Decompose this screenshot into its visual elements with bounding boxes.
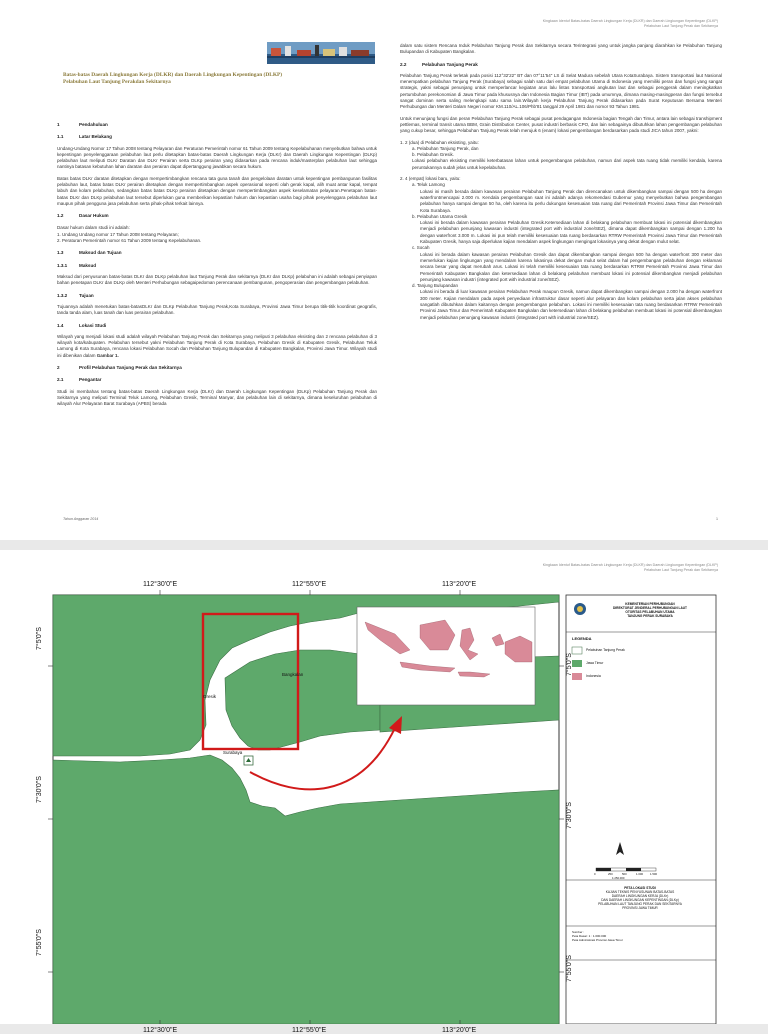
paragraph: Undang-Undang Nomor 17 Tahun 2008 tentang Pelayaran dan Peraturan Pemerintah nomor 61 Tahun 2009 tentang Kepelabuhanan menyebutkan bahwa untuk kepentingan penyelenggaraan pelabuhan laut perlu ditetapkan batas-batas Daerah Lingkungan Kerja (DLKr) dan Daerah Lingkungan Kepentingan (DLKp) pelabuhan laut meliputi DLKr Daratan dan DLKr Perairan serta DLKp perairan yang didasarkan pada rencana induk/masterplan pelabuhan laut sehingga nantinya batasan kebutuhan lahan daratan dan perairan dapat dipertanggung jawabkan secara hukum. [57,145,377,170]
scale-label: 500 [622,872,627,876]
paragraph: Tujuannya adalah menetukan batas-batasDLKr dan DLKp Pelabuhan Tanjung Perak,Kota Surabaya, Provinsi Jawa Timur berupa titik-titik koordinat geografis, tanda tanda alam, luas tanah dan luas perairan pelabuhan. [57,303,377,316]
scale-unit: 1:250.000 [612,876,625,880]
paragraph: Studi ini membahas tentang batas-batas Daerah Lingkungan Kerja (DLKr) dan Daerah Lingkungan Kepentingan (DLKp) Pelabuhan Tanjung Perak dan Sekitarnya yang meliputi Terminal Teluk Lamong, Pelabuhan Gresik, Terminal Manyar, dan pelabuhan lain di sekitarnya, dimana keseluruhan pelabuhan di wilayah Alur Pelayaran Barat Surabaya (APBS) berada [57,388,377,407]
paragraph: Batas batas DLKr daratan ditetapkan dengan mempertimbangkan rencana tata guna tanah dan pengelolaan daratan untuk kepentingan pembangunan fasilitas pelabuhan laut, batas batas DLKr perairan ditetapkan dengan mempertimbangkan aspek operasional seperti olah gerak kapal, alih muat antar kapal, tempat labuh dan kolam pelabuhan, sedangkan batas batas DLKp perairan ditetapkan dengan mempertimbangkan aspek keselamatan pelayaran.Penetapan batas-batas DLKr dan DLKp pelabuhan laut tersebut diperlukan guna memberikan kepastian hukum dan kepastian usaha bagi pihak penyelenggara pelabuhan laut maupun pihak pengguna jasa pelabuhan serta pihak-pihak terkait lainnya. [57,175,377,206]
lat-label-right: 7°5'0"S [566,653,573,676]
list-item: 1. 2 (dua) di Pelabuhan eksisting, yaitu: [400,139,479,145]
legend-organization: KEMENTERIAN PERHUBUNGAN DIREKTORAT JENDERAL PERHUBUNGAN LAUT OTORITAS PELABUHAN UTAMA TANJUNG PERAK SURABAYA [612,602,688,618]
lon-label-bottom: 113°20'0"E [442,1027,477,1034]
paragraph: Lokasi ini berada di luar kawasan perairan Pelabuhan Perak maupun Gresik, namun dapat dikembangkan sampai dengan 2.000 ha dengan waterfront 300 meter. Kajian mendalam pada aspek penyediaan infrastruktur dasar seperti alur pelayaran dan kolam pelabuhan serta jalan akses pelabuhan sangatlah dibutuhkan dalam kaitannya dengan pengembangan pelabuhan. Lokasi ini memiliki kesesuaian tata ruang berdasarkan RTRW Pemerintah Provinsi Jawa Timur dan Pemerintah Kabupaten Bangkalan dan ketersediaan lahan di belakang pelabuhan membuat lokasi ini potensial dikembangkan menjadi pelabuhan penunjang kawasan industri (integrated port with industrial zone/SEZ). [420,289,722,320]
paragraph: Lokasi pelabuhan eksisting memiliki keterbatasan lahan untuk pengembangan pelabuhan, namun dari aspek tata ruang tidak memiliki kendala, karena peruntukannya sudah jelas untuk kepelabuhan. [412,158,722,170]
legend-item: Jawa Timur [586,661,604,665]
list-item: 1. Undang Undang nomor 17 Tahun 2008 tentang Pelayaran; [57,231,179,237]
place-label-surabaya: Surabaya [223,750,243,755]
scale-label: 1.000 [636,872,643,876]
lat-label-right: 7°30'0"S [566,802,573,829]
scale-label: 1.500 [650,872,657,876]
lon-label-bottom: 112°55'0"E [292,1027,327,1034]
subsection-heading: 1.1 Latar Belakang [57,134,112,140]
list-item: c. Socah [412,245,430,251]
subsection-heading: 1.3 Maksud dan Tujuan [57,250,122,256]
list-item: d. Tanjung Bulupandan [412,283,458,289]
lat-label-left: 7°55'0"S [36,929,43,956]
paragraph: Lokasi ini berada dalam kawasan perairan Pelabuhan Gresik dan dapat dikembangkan sampai dengan 500 ha dengan waterfront 300 meter dan memerlukan kajian lingkungan yang mendalam karena lokasinya dekat dengan mulut selat dalam hal pengembangan pelabuhan dengan reklamasi secara besar yang dapat merubah arus. Lokasi ini telah memiliki kesesuaian tata ruang berdasarkan RTRW Pemerintah Provinsi Jawa Timur dan Pemerintah Kabupaten Bangkalan dan ketersediaan lahan di belakang pelabuhan membuat lokasi ini potensial dikembangkan menjadi pelabuhan penunjang kawasan industri (integrated port with industrial zone/SEZ). [420,251,722,282]
subsection-heading: 1.3.1 Maksud [57,262,97,268]
running-header: Kingkaan Identuf Batas-batas Daerah Lingkungan Kerja (DLKR) dan Daerah Lingkungan Kepentingan (DLKP) Pelabuhan Laut Tanjung Perak dan Sekitarnya [542,563,718,572]
running-header: Kingkaan Identuf Batas-batas Daerah Lingkungan Kerja (DLKR) dan Daerah Lingkungan Kepentingan (DLKP) Pelabuhan Laut Tanjung Perak dan Sekitarnya [542,19,718,28]
lat-label-left: 7°30'0"S [36,776,43,803]
list-item: a. Pelabuhan Tanjung Perak, dan [412,145,479,151]
document-title: Batas-batas Daerah Lingkungan Kerja (DLKR) dan Daerah Lingkungan Kepentingan (DLKP) Pelabuhan Laut Tanjung Perakdan Sekitarnya [63,72,283,85]
subsection-heading: 1.3.2 Tujuan [57,292,94,298]
footer-year: Tahun Anggaran 2014 [63,517,99,521]
right-column [400,43,722,326]
map-source-block: Sumber : Peta Dasar: 1 : 1.000.000 Peta Administrasi Provinsi Jawa Timur [572,930,623,942]
header-banner-image [267,42,375,64]
legend-item: Indonesia [586,674,601,678]
legal-basis-list [57,232,377,245]
lat-label-left: 7°5'0"S [36,627,43,650]
lat-label-right: 7°55'0"S [566,955,573,982]
left-column [57,116,377,413]
paragraph: Pelabuhan Tanjung Perak terletak pada posisi 112°32'22" BT dan 07°11'54" LS di Selat Madura sebelah Utara KotaSurabaya. Sistem transportasi laut Nasional menempatkan pelabuhan Tanjung Perak (Surabaya) sebagai salah satu dari empat pelabuhan Utama di Indonesia yang memiliki peran dan fungsi yang sangat strategis, yakni sebagai penunjang untuk memperlancar kegiatan arus lalu lintas transportasi angkutan laut dan sebagai penggerak dalam meningkatkan pertumbuhan perekonomian di Jawa Timur pada khususnya dan Indonesia Bagian Timur (IBT) pada umumnya, dimana masing-masingperan dan fungsi tersebut sangat dominan serta saling melengkapi satu sama lain.Wilayah kerja Pelabuhan Tanjung Perak didasarkan pada Surat Keputusan Bersama Menteri Perhubungan dan Menteri Dalam Negeri nomor KM.110/AL.106/Phb'81 tanggal 29 April 1981 dan nomor 93 Tahun 1981. [400,72,722,110]
paragraph: dalam satu sistem Rencana Induk Pelabuhan Tanjung Perak dan Sekitarnya secara Terintegrasi yang untuk jangka panjang diarahkan ke Pelabuhan Tanjung Bulupandan di Kabupaten Bangkalan. [400,43,722,55]
legend-item: Pelabuhan Tanjung Perak [586,648,625,652]
lon-label-bottom: 112°30'0"E [143,1027,178,1034]
section-heading: 2 Profil Pelabuhan Tanjung Perak dan Sekitarnya [57,365,182,371]
paragraph: Untuk menunjang fungsi dan peran Pelabuhan Tanjung Perak sebagai pusat pendagangan Indonesia bagian Tengah dan Timur, antara lain sebagai transhipment pettlemas, terminal transit utama BBM, Grain Distribution Center, pusat industri berbasis CPO, dan lain sebagainya dibutuhkan lahan pengembangan pelabuhan yang cukup besar, sehingga Pelabuhan Tanjung Perak telah merujuk 6 (enam) lokasi pengembangan berdasarkan pada studi JICA tahun 2007, yakni: [400,115,722,134]
paragraph: Lokasi ini masih berada dalam kawasan perairan Pelabuhan Tanjung Perak dan direncanakan untuk dikembangkan sampai dengan 500 ha dengan waterfrontmencapai 2.000 m. Kendala pengembangan saat ini adalah adanya rekomendasi Gubernur yang menyebutkan bahwa pengembangan pelabuhan hanya sampai dengan 50 ha, oleh karena itu perlu dukungan kesesuaian tata ruang dari Pemerintah Provinsi Jawa Timur dan Pemerintah Kota Surabaya. [420,188,722,213]
paragraph: Wilayah yang menjadi lokasi studi adalah wilayah Pelabuhan Tanjung Perak dan Sekitarnya yang meliputi 3 pelabuhan eksisting dan 2 rencana pelabuhan di 3 wilayah kota/kabupaten. Pelabuhan tersebut yakni Pelabuhan Tanjung Perak di Kota Surabaya, Pelabuhan Gresik di Kabupaten Gresik, Pelabuhan Teluk Lamong di Kota Surabaya, rencana lokasi Pelabuhan Socah dan Pelabuhan Tanjung Bulupandan di Kabupaten Bangkalan, Provinsi Jawa Timur. Wilayah studi ini dibenikan dalam Gambar 1. [57,333,377,358]
section-heading: 1 Pendahuluan [57,122,108,127]
paragraph: Dasar hukum dalam studi ini adalah: [57,224,130,230]
legend-title: LEGENDA [572,636,592,641]
figure-reference[interactable]: Gambar 1. [96,352,119,358]
subsection-heading: 1.2 Dasar Hukum [57,213,109,219]
list-item: a. Teluk Lamong [412,182,445,188]
paragraph: Maksud dari penyusunan batas-batas DLKr dan DLKp pelabuhan laut Tanjung Perak dan sekitarnya (DLKr dan DLKp) pelabuhan ini adalah sebagai penyiapan bahan penetapan DLKr dan DLKp oleh Menteri Perhubungan sebagaipedoman perencanaan pembangunan, pengoperasian dan pengembangan pelabuhan. [57,274,377,286]
list-item: 2. Peraturan Pemerintah nomor 61 Tahun 2009 tentang Kepelabuhanan. [57,238,202,244]
lon-label-top: 112°30'0"E [143,581,178,588]
place-label-bangkalan: Bangkalan [282,672,304,677]
scale-label: 250 [608,872,613,876]
scale-label: 0 [594,872,596,876]
document-page-2 [0,550,768,1034]
subsection-heading: 2.2 Pelabuhan Tanjung Perak [400,61,478,67]
list-item: b. Pelabuhan Utama Gresik [412,213,468,219]
map-info-block: PETA LOKASI STUDI KAJIAN TEKNIS PENYUSUNAN BATAS-BATAS DAERAH LINGKUNGAN KERJA (DLKr) DAN DAERAH LINGKUNGAN KEPENTINGAN (DLKp) PELABUHAN LAUT TANJUNG PERAK DAN SEKITARNYA PROVINSI JAWA TIMUR [598,886,682,910]
lon-label-top: 113°20'0"E [442,581,477,588]
list-item: b. Pelabuhan Gresik. [412,152,455,158]
place-label-gresik: Gresik [203,694,217,699]
subsection-heading: 2.1 Pengantar [57,377,102,383]
lon-label-top: 112°55'0"E [292,581,327,588]
list-item: 2. 4 (empat) lokasi baru, yaitu: [400,176,461,182]
page-number: 1 [716,517,718,521]
paragraph: Lokasi ini berada dalam kawasan perairan Pelabuhan Gresik.Ketersediaan lahan di belakang pelabuhan membuat lokasi ini potensial dikembangkan menjadi pelabuhan penunjang kawasan industri (integrated port with industrial zone/SEZ), dimana dapat dikembangkan sampai dengan 1.200 ha dengan waterfront 3.000 m. Lokasi ini pun telah memiliki kesesuaian tata ruang berdasarkan RTRW Pemerintah Provinsi Jawa Timur dan Pemerintah Kabupaten Gresik, hanya saja diperlukan kajian mendalam aspek lingkungan mengingat lokasinya yang dekat dengan mulut selat. [420,220,722,245]
subsection-heading: 1.4 Lokasi Studi [57,322,107,328]
